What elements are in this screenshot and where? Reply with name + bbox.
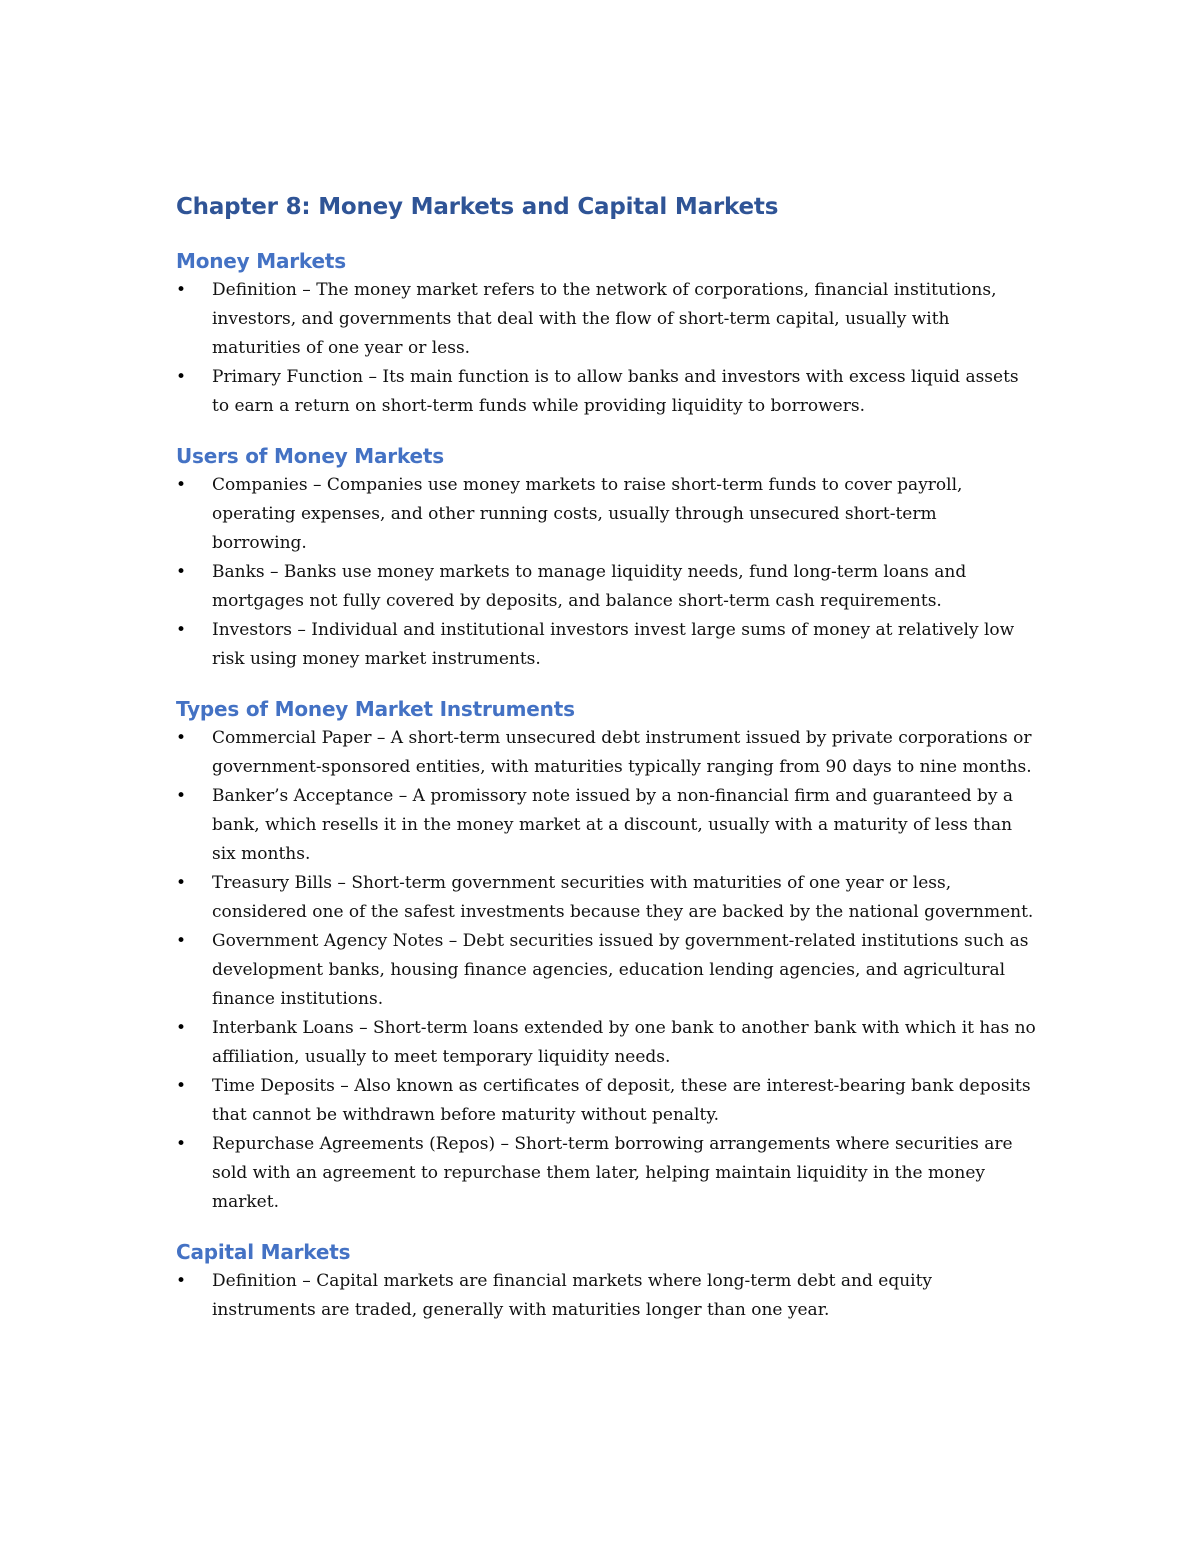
item-description: Capital markets are financial markets where long-term debt and equity instruments are traded, generally with maturities longer than one year. [212,1271,933,1320]
item-description: Short-term government securities with maturities of one year or less, considered one of the safest investments because they are backed by the national government. [212,873,1034,922]
item-term: Primary Function [212,367,364,387]
bullet-icon: • [176,1076,187,1096]
list-item [176,363,1036,421]
item-description: Debt securities issued by government-related institutions such as development banks, housing finance agencies, education lending agencies, and agricultural finance institutions. [212,931,1029,1009]
item-description: Banks use money markets to manage liquidity needs, fund long-term loans and mortgages not fully covered by deposits, and balance short-term cash requirements. [212,562,967,611]
bullet-list-money-markets [176,276,1036,421]
item-term: Definition [212,1271,297,1291]
list-item [176,616,1036,674]
bullet-icon: • [176,1134,187,1154]
item-term: Banker’s Acceptance [212,786,394,806]
list-item [176,471,1036,558]
section-heading-types-of-instruments: Types of Money Market Instruments [176,697,575,721]
bullet-list-capital-markets [176,1267,1036,1325]
list-item [176,1014,1036,1072]
bullet-icon: • [176,873,187,893]
bullet-icon: • [176,1271,187,1291]
list-item [176,1130,1036,1217]
item-description: Companies use money markets to raise short-term funds to cover payroll, operating expenses, and other running costs, usually through unsecured short-term borrowing. [212,475,963,553]
list-item [176,927,1036,1014]
section-heading-users-of-money-markets: Users of Money Markets [176,444,444,468]
item-separator: – [495,1134,515,1154]
item-separator: – [291,620,312,640]
item-separator: – [296,280,317,300]
bullet-icon: • [176,367,187,387]
bullet-icon: • [176,1018,187,1038]
document-body [176,190,1036,1325]
item-term: Interbank Loans [212,1018,354,1038]
bullet-icon: • [176,786,187,806]
item-separator: – [264,562,284,582]
list-item [176,724,1036,782]
list-item [176,276,1036,363]
bullet-icon: • [176,728,187,748]
item-term: Treasury Bills [212,873,332,893]
item-separator: – [296,1271,317,1291]
item-separator: – [307,475,327,495]
item-term: Repurchase Agreements (Repos) [212,1134,496,1154]
list-item [176,1072,1036,1130]
item-description: A short-term unsecured debt instrument issued by private corporations or government-sponsored entities, with maturities typically ranging from 90 days to nine months. [212,728,1032,777]
item-term: Banks [212,562,265,582]
section-heading-money-markets: Money Markets [176,249,346,273]
item-separator: – [363,367,383,387]
item-term: Government Agency Notes [212,931,444,951]
item-term: Companies [212,475,308,495]
item-separator: – [332,873,352,893]
chapter-title: Chapter 8: Money Markets and Capital Markets [176,194,779,220]
item-separator: – [353,1018,373,1038]
item-description: Also known as certificates of deposit, these are interest-bearing bank deposits that cannot be withdrawn before maturity without penalty. [212,1076,1031,1125]
bullet-list-users [176,471,1036,674]
item-separator: – [371,728,391,748]
bullet-icon: • [176,931,187,951]
bullet-icon: • [176,562,187,582]
item-description: Short-term borrowing arrangements where securities are sold with an agreement to repurchase them later, helping maintain liquidity in the money market. [212,1134,1013,1212]
item-description: Individual and institutional investors invest large sums of money at relatively low risk using money market instruments. [212,620,1015,669]
list-item [176,782,1036,869]
item-description: Its main function is to allow banks and investors with excess liquid assets to earn a return on short-term funds while providing liquidity to borrowers. [212,367,1019,416]
item-term: Definition [212,280,297,300]
list-item [176,869,1036,927]
section-heading-capital-markets: Capital Markets [176,1240,351,1264]
item-term: Commercial Paper [212,728,372,748]
item-term: Time Deposits [212,1076,335,1096]
item-description: The money market refers to the network of corporations, financial institutions, investors, and governments that deal with the flow of short-term capital, usually with maturities of one year or less. [212,280,997,358]
item-description: Short-term loans extended by one bank to another bank with which it has no affiliation, usually to meet temporary liquidity needs. [212,1018,1036,1067]
bullet-list-instruments [176,724,1036,1217]
list-item [176,558,1036,616]
bullet-icon: • [176,620,187,640]
item-description: A promissory note issued by a non-financial firm and guaranteed by a bank, which resells it in the money market at a discount, usually with a maturity of less than six months. [212,786,1014,864]
bullet-icon: • [176,475,187,495]
item-separator: – [334,1076,355,1096]
item-separator: – [393,786,413,806]
list-item [176,1267,1036,1325]
bullet-icon: • [176,280,187,300]
item-term: Investors [212,620,292,640]
item-separator: – [443,931,463,951]
